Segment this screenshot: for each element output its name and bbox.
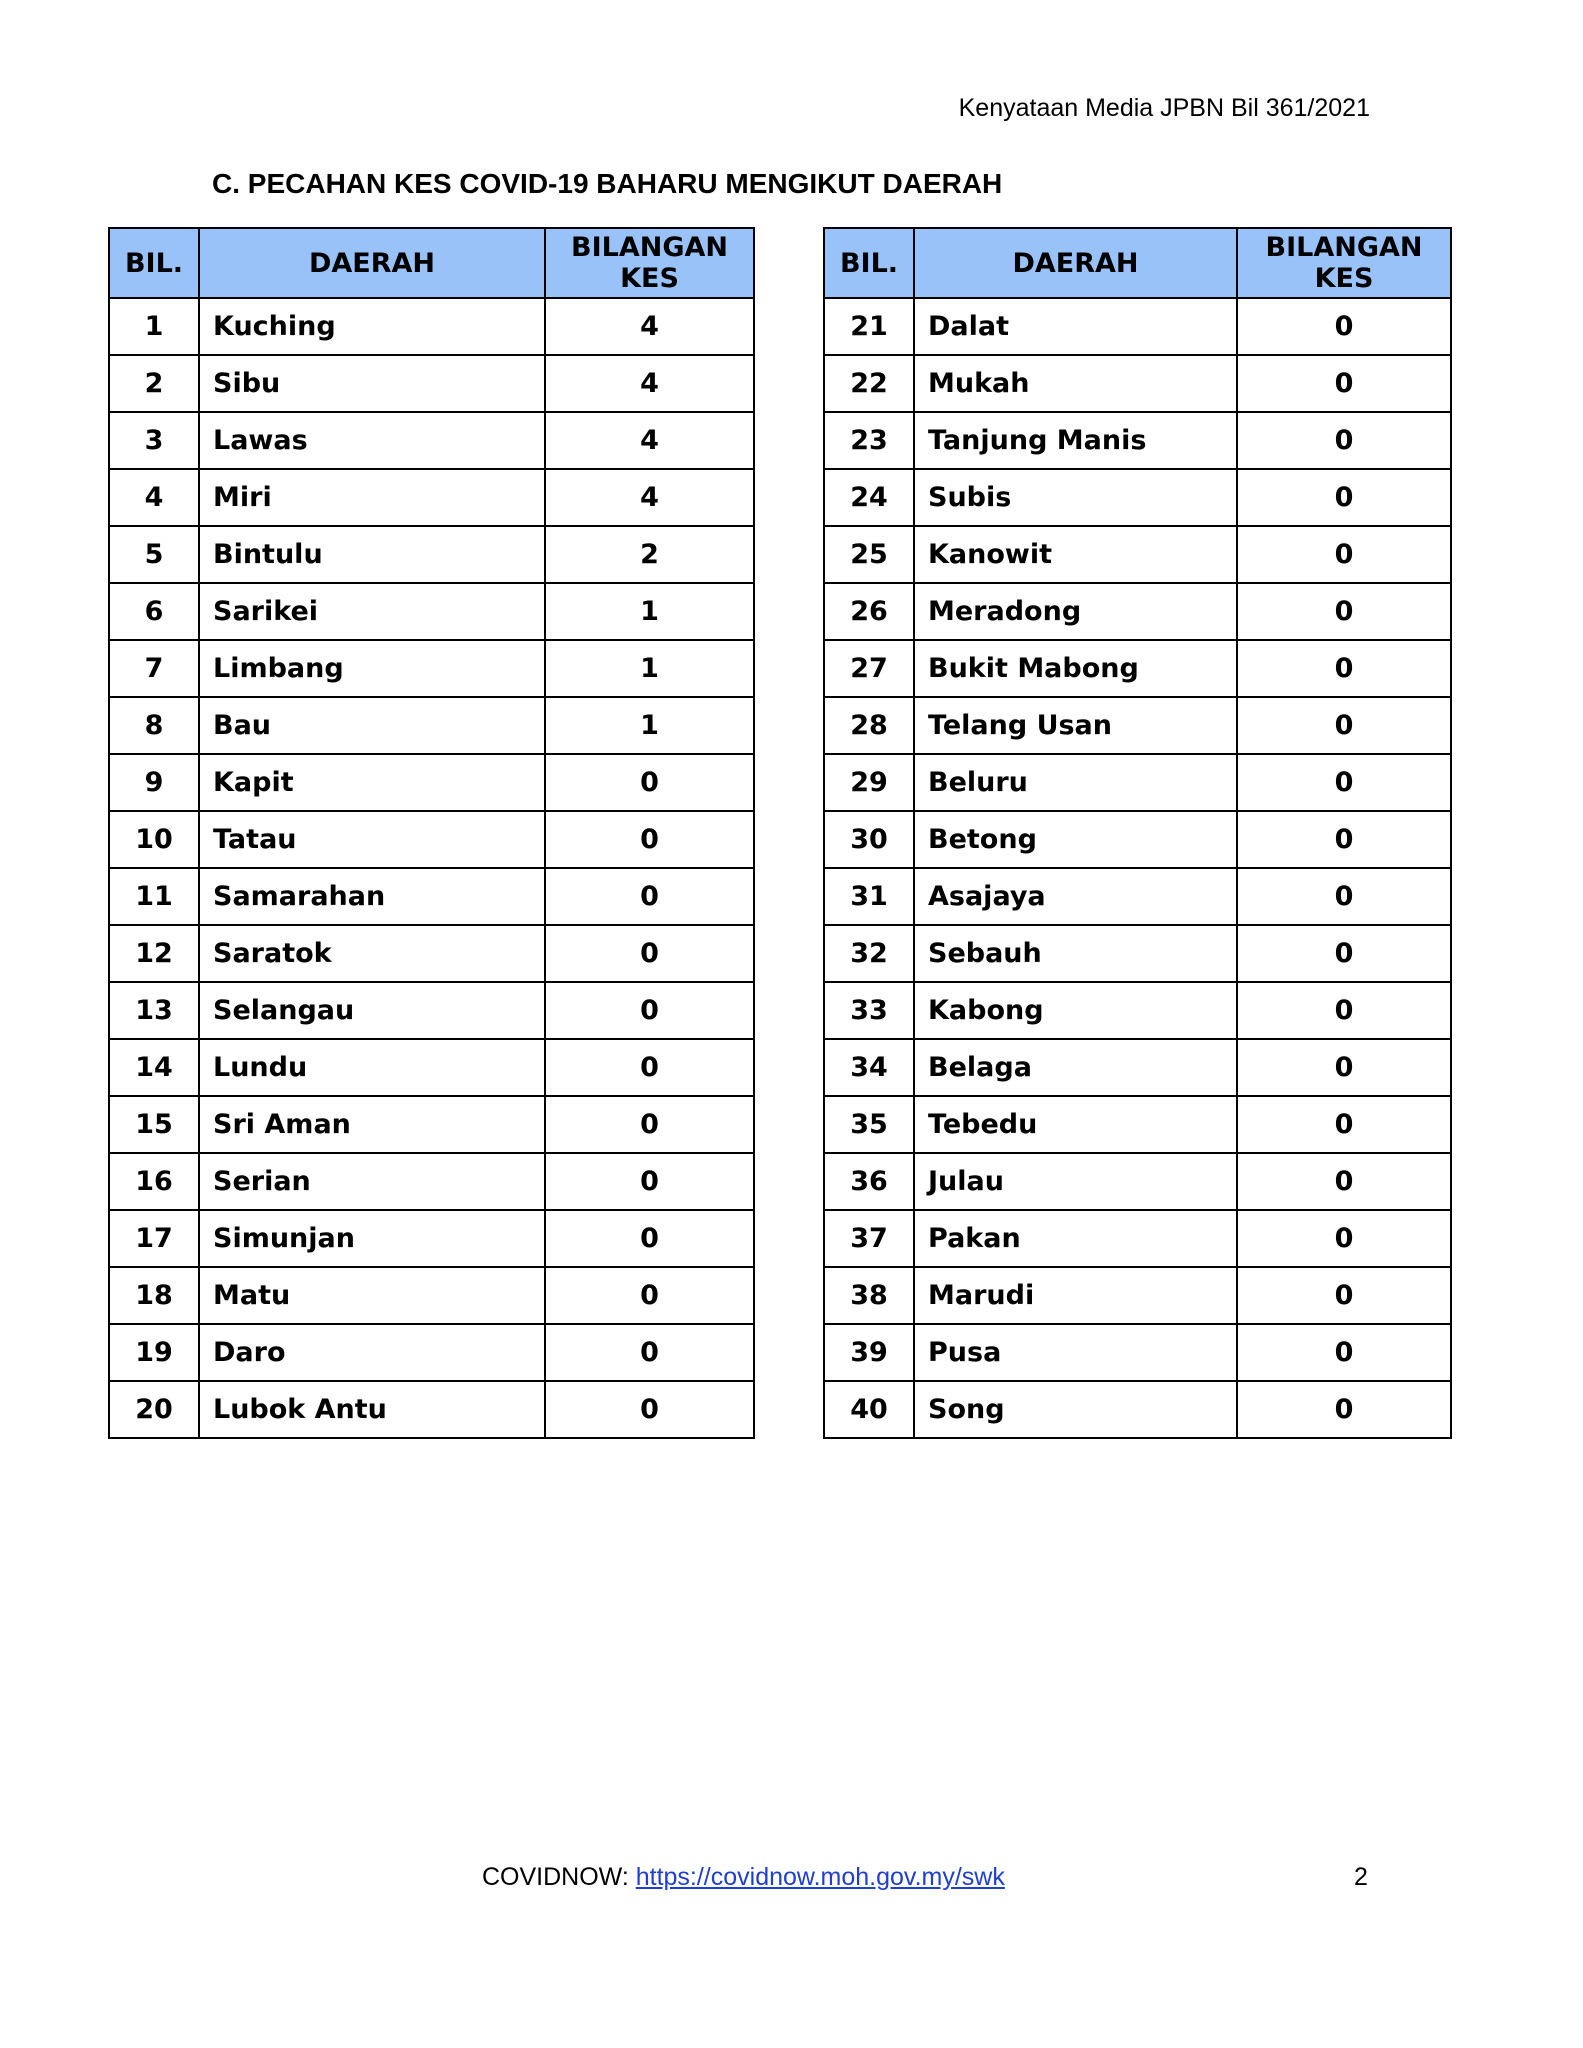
table-row [109,1153,754,1210]
table-row [109,1381,754,1438]
cell-bil: 9 [109,754,199,811]
cell-kes: 0 [1237,1096,1451,1153]
cell-kes: 0 [1237,868,1451,925]
table-row [824,925,1451,982]
table-row [824,1153,1451,1210]
cell-kes: 0 [1237,355,1451,412]
cell-kes: 4 [545,355,754,412]
cell-bil: 17 [109,1210,199,1267]
cell-bil: 24 [824,469,914,526]
column-header-daerah: DAERAH [199,228,545,298]
district-table-right [823,227,1452,1439]
table-row [109,754,754,811]
section-title: C. PECAHAN KES COVID-19 BAHARU MENGIKUT DAERAH [212,168,1003,199]
district-table-left [108,227,755,1439]
column-header-daerah: DAERAH [914,228,1237,298]
cell-bil: 40 [824,1381,914,1438]
cell-daerah: Sri Aman [199,1096,545,1153]
cell-kes: 0 [1237,412,1451,469]
cell-bil: 33 [824,982,914,1039]
column-header-kes-line1: BILANGAN [1265,232,1423,263]
cell-kes: 0 [545,1210,754,1267]
cell-kes: 0 [545,982,754,1039]
table-row [109,526,754,583]
cell-bil: 37 [824,1210,914,1267]
cell-kes: 0 [545,1153,754,1210]
column-header-kes [1237,228,1451,298]
cell-daerah: Julau [914,1153,1237,1210]
cell-bil: 29 [824,754,914,811]
column-header-bil: BIL. [109,228,199,298]
cell-kes: 0 [1237,982,1451,1039]
column-header-kes-line2: KES [620,263,679,294]
cell-kes: 0 [545,1039,754,1096]
cell-daerah: Lundu [199,1039,545,1096]
table-row [824,412,1451,469]
cell-kes: 0 [1237,1210,1451,1267]
cell-bil: 20 [109,1381,199,1438]
footer-label: COVIDNOW: [482,1863,636,1891]
page-number: 2 [1354,1863,1368,1891]
cell-bil: 8 [109,697,199,754]
cell-daerah: Selangau [199,982,545,1039]
cell-bil: 31 [824,868,914,925]
cell-daerah: Bintulu [199,526,545,583]
table-row [109,1324,754,1381]
cell-kes: 0 [545,754,754,811]
cell-bil: 32 [824,925,914,982]
cell-kes: 0 [545,1267,754,1324]
cell-kes: 0 [1237,526,1451,583]
cell-bil: 14 [109,1039,199,1096]
table-row [109,982,754,1039]
cell-kes: 0 [545,811,754,868]
cell-daerah: Sibu [199,355,545,412]
cell-kes: 0 [545,868,754,925]
cell-kes: 0 [1237,811,1451,868]
table-row [824,1324,1451,1381]
cell-kes: 2 [545,526,754,583]
table-row [109,925,754,982]
cell-bil: 34 [824,1039,914,1096]
cell-daerah: Samarahan [199,868,545,925]
cell-daerah: Tatau [199,811,545,868]
cell-bil: 39 [824,1324,914,1381]
cell-bil: 23 [824,412,914,469]
table-row [109,640,754,697]
table-row [824,811,1451,868]
cell-daerah: Bukit Mabong [914,640,1237,697]
cell-bil: 15 [109,1096,199,1153]
table-row [109,811,754,868]
cell-daerah: Meradong [914,583,1237,640]
cell-kes: 0 [1237,583,1451,640]
cell-daerah: Sarikei [199,583,545,640]
table-row [824,1096,1451,1153]
cell-kes: 0 [1237,640,1451,697]
cell-daerah: Pakan [914,1210,1237,1267]
table-row [824,469,1451,526]
cell-bil: 21 [824,298,914,355]
cell-bil: 13 [109,982,199,1039]
table-row [824,526,1451,583]
cell-kes: 0 [1237,1381,1451,1438]
cell-daerah: Kapit [199,754,545,811]
cell-bil: 7 [109,640,199,697]
cell-bil: 26 [824,583,914,640]
table-row [824,754,1451,811]
table-row [824,298,1451,355]
cell-daerah: Daro [199,1324,545,1381]
cell-bil: 18 [109,1267,199,1324]
cell-bil: 1 [109,298,199,355]
footer [482,1863,1005,1892]
table-row [109,1039,754,1096]
cell-kes: 0 [1237,1267,1451,1324]
table-row [109,412,754,469]
cell-kes: 4 [545,412,754,469]
table-header-row [109,228,754,298]
table-row [109,298,754,355]
cell-daerah: Mukah [914,355,1237,412]
cell-bil: 6 [109,583,199,640]
table-row [824,982,1451,1039]
cell-daerah: Saratok [199,925,545,982]
cell-bil: 28 [824,697,914,754]
cell-kes: 0 [1237,754,1451,811]
cell-kes: 0 [545,1096,754,1153]
cell-bil: 5 [109,526,199,583]
cell-daerah: Telang Usan [914,697,1237,754]
cell-daerah: Serian [199,1153,545,1210]
cell-kes: 1 [545,640,754,697]
table-row [109,469,754,526]
cell-bil: 2 [109,355,199,412]
cell-bil: 10 [109,811,199,868]
table-row [109,355,754,412]
column-header-kes [545,228,754,298]
column-header-bil: BIL. [824,228,914,298]
table-header-row [824,228,1451,298]
cell-bil: 4 [109,469,199,526]
table-row [109,583,754,640]
cell-kes: 1 [545,697,754,754]
covidnow-link[interactable]: https://covidnow.moh.gov.my/swk [635,1863,1005,1891]
cell-bil: 19 [109,1324,199,1381]
cell-kes: 0 [1237,925,1451,982]
header-reference: Kenyataan Media JPBN Bil 361/2021 [958,94,1370,122]
cell-bil: 3 [109,412,199,469]
cell-daerah: Kanowit [914,526,1237,583]
cell-kes: 4 [545,298,754,355]
cell-daerah: Lawas [199,412,545,469]
cell-bil: 16 [109,1153,199,1210]
cell-daerah: Tanjung Manis [914,412,1237,469]
cell-daerah: Asajaya [914,868,1237,925]
cell-kes: 4 [545,469,754,526]
cell-daerah: Belaga [914,1039,1237,1096]
cell-bil: 35 [824,1096,914,1153]
cell-daerah: Kuching [199,298,545,355]
table-row [824,1381,1451,1438]
table-row [824,640,1451,697]
cell-daerah: Beluru [914,754,1237,811]
table-row [109,1210,754,1267]
cell-daerah: Sebauh [914,925,1237,982]
cell-daerah: Dalat [914,298,1237,355]
cell-daerah: Tebedu [914,1096,1237,1153]
cell-daerah: Song [914,1381,1237,1438]
cell-daerah: Bau [199,697,545,754]
cell-kes: 0 [545,925,754,982]
table-row [824,355,1451,412]
cell-kes: 0 [1237,469,1451,526]
cell-bil: 25 [824,526,914,583]
table-row [824,868,1451,925]
cell-bil: 11 [109,868,199,925]
table-row [109,697,754,754]
cell-kes: 0 [1237,1324,1451,1381]
cell-bil: 30 [824,811,914,868]
table-row [109,868,754,925]
column-header-kes-line2: KES [1314,263,1374,294]
cell-kes: 0 [545,1324,754,1381]
cell-bil: 27 [824,640,914,697]
cell-daerah: Simunjan [199,1210,545,1267]
table-row [109,1096,754,1153]
cell-daerah: Kabong [914,982,1237,1039]
cell-daerah: Lubok Antu [199,1381,545,1438]
cell-kes: 0 [1237,697,1451,754]
cell-daerah: Matu [199,1267,545,1324]
cell-kes: 0 [1237,298,1451,355]
cell-kes: 1 [545,583,754,640]
cell-bil: 22 [824,355,914,412]
cell-daerah: Marudi [914,1267,1237,1324]
cell-kes: 0 [1237,1039,1451,1096]
cell-bil: 36 [824,1153,914,1210]
cell-daerah: Betong [914,811,1237,868]
table-row [824,1039,1451,1096]
cell-bil: 38 [824,1267,914,1324]
cell-daerah: Pusa [914,1324,1237,1381]
cell-kes: 0 [545,1381,754,1438]
table-row [824,1210,1451,1267]
table-row [109,1267,754,1324]
column-header-kes-line1: BILANGAN [571,232,728,263]
cell-daerah: Miri [199,469,545,526]
table-row [824,697,1451,754]
cell-daerah: Limbang [199,640,545,697]
cell-kes: 0 [1237,1153,1451,1210]
cell-daerah: Subis [914,469,1237,526]
table-row [824,1267,1451,1324]
table-row [824,583,1451,640]
cell-bil: 12 [109,925,199,982]
